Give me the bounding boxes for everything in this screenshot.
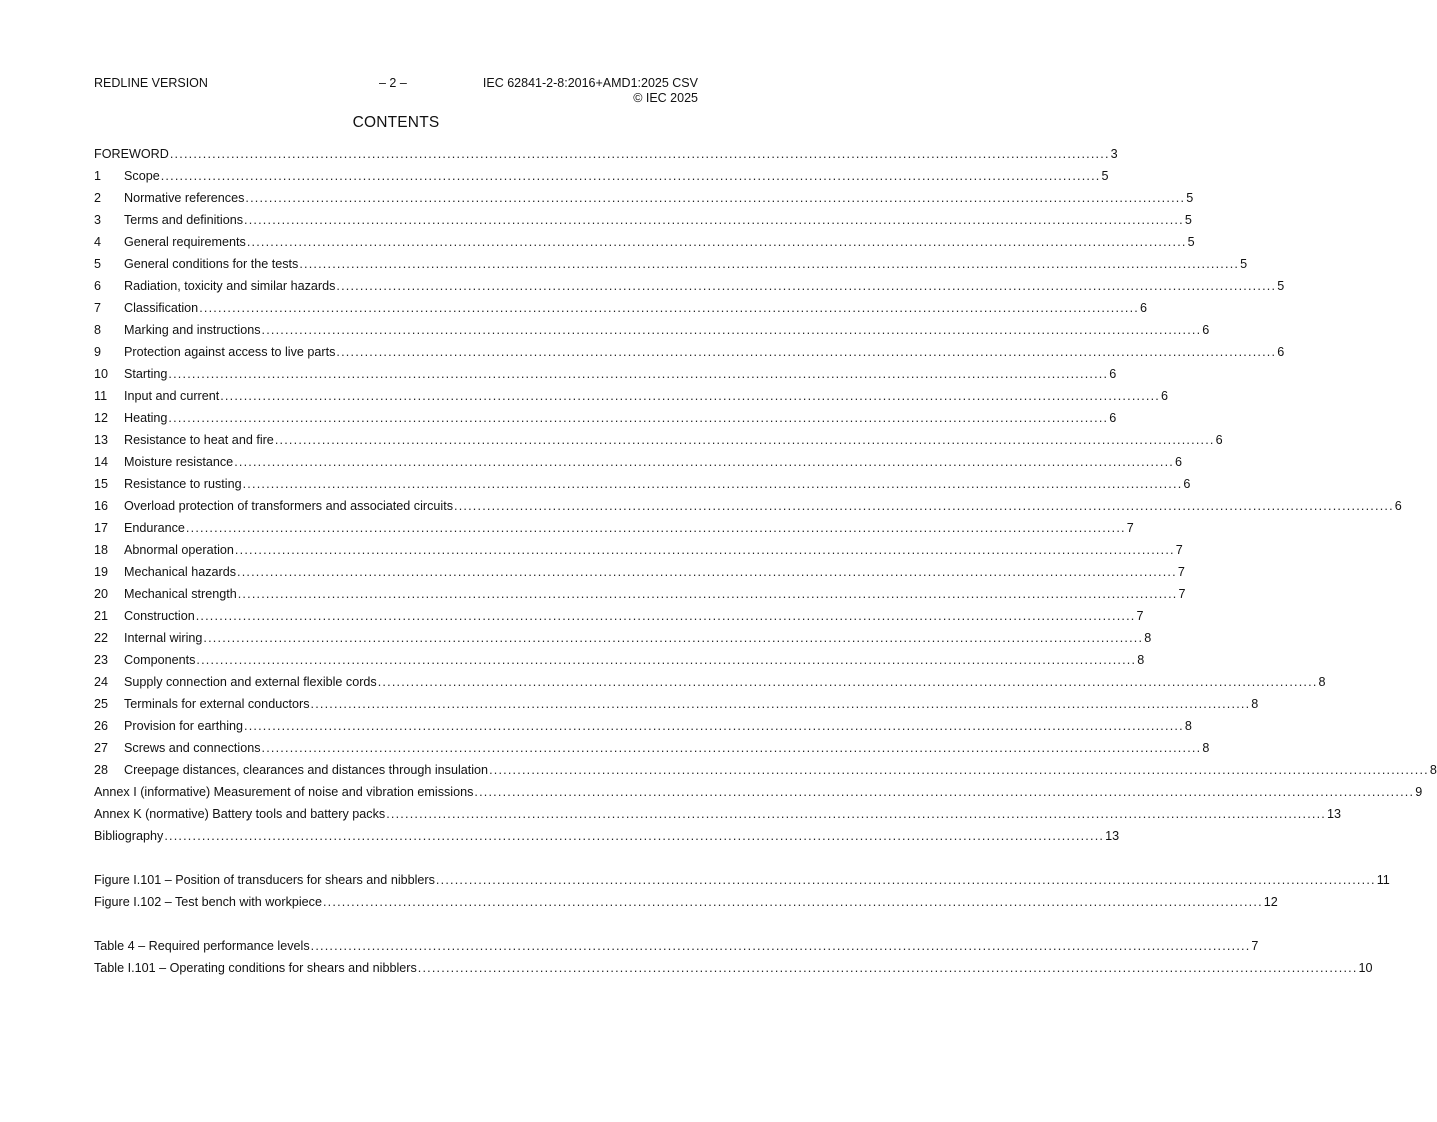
- toc-entry-number: 17: [94, 521, 109, 535]
- toc-entry-label: Classification: [124, 301, 199, 315]
- toc-entry-page: 6: [1161, 389, 1169, 403]
- toc-entry-figure[interactable]: [94, 893, 1278, 915]
- toc-entry-page: 5: [1240, 257, 1248, 271]
- toc-leader-dots: ........................................................................................................................................................................................................: [474, 785, 1415, 799]
- toc-entry-label: Moisture resistance: [124, 455, 234, 469]
- toc-entry-clause[interactable]: [94, 299, 1148, 321]
- toc-entry-page: 8: [1429, 763, 1437, 777]
- toc-entry-label: Marking and instructions: [124, 323, 261, 337]
- toc-entry-annex[interactable]: [94, 805, 1342, 827]
- toc-entry-page: 8: [1137, 653, 1145, 667]
- header-standard-number: IEC 62841-2-8:2016+AMD1:2025 CSV: [482, 76, 698, 90]
- toc-entry-page: 3: [1110, 147, 1118, 161]
- toc-clauses: [94, 167, 1437, 783]
- toc-entry-clause[interactable]: [94, 651, 1145, 673]
- toc-entry-number: 26: [94, 719, 109, 733]
- toc-entry-number: 21: [94, 609, 109, 623]
- toc-leader-dots: ........................................................................................................................................................................................................: [246, 235, 1187, 249]
- header-copyright: © IEC 2025: [633, 91, 698, 105]
- toc-entry-clause[interactable]: [94, 695, 1259, 717]
- toc-entry-number: 18: [94, 543, 109, 557]
- toc-leader-dots: ........................................................................................................................................................................................................: [242, 477, 1183, 491]
- toc-entry-page: 11: [1376, 873, 1390, 887]
- toc-leader-dots: ........................................................................................................................................................................................................: [185, 521, 1126, 535]
- header-page-number: – 2 –: [379, 76, 407, 90]
- toc-entry-clause[interactable]: [94, 497, 1402, 519]
- toc-leader-dots: ........................................................................................................................................................................................................: [386, 807, 1326, 821]
- toc-leader-dots: ........................................................................................................................................................................................................: [195, 609, 1136, 623]
- toc-leader-dots: ........................................................................................................................................................................................................: [169, 147, 1110, 161]
- toc-entry-label: Annex K (normative) Battery tools and battery packs: [94, 807, 386, 821]
- toc-entry-label: Components: [124, 653, 196, 667]
- toc-leader-dots: ........................................................................................................................................................................................................: [203, 631, 1144, 645]
- toc-entry-label: Mechanical hazards: [124, 565, 237, 579]
- toc-entry-page: 6: [1109, 367, 1117, 381]
- toc-entry-clause[interactable]: [94, 673, 1326, 695]
- toc-entry-label: Provision for earthing: [124, 719, 244, 733]
- toc-leader-dots: ........................................................................................................................................................................................................: [237, 587, 1178, 601]
- toc-entry-label: Figure I.102 – Test bench with workpiece: [94, 895, 322, 909]
- toc-entry-clause[interactable]: [94, 409, 1117, 431]
- toc-entry-label: Resistance to heat and fire: [124, 433, 274, 447]
- toc-entry-page: 9: [1415, 785, 1423, 799]
- toc-entry-clause[interactable]: [94, 387, 1169, 409]
- toc-leader-dots: ........................................................................................................................................................................................................: [435, 873, 1376, 887]
- toc-leader-dots: ........................................................................................................................................................................................................: [196, 653, 1137, 667]
- toc-entry-number: 3: [94, 213, 102, 227]
- toc-leader-dots: ........................................................................................................................................................................................................: [199, 301, 1139, 315]
- toc-entry-clause[interactable]: [94, 321, 1210, 343]
- toc-entry-number: 22: [94, 631, 109, 645]
- toc-entry-clause[interactable]: [94, 717, 1192, 739]
- toc-entry-label: Annex I (informative) Measurement of noise and vibration emissions: [94, 785, 474, 799]
- header-standard-id: [483, 76, 698, 106]
- toc-entry-label: Terms and definitions: [124, 213, 244, 227]
- toc-entry-page: 5: [1277, 279, 1285, 293]
- toc-entry-number: 11: [94, 389, 108, 403]
- toc-entry-page: 12: [1263, 895, 1278, 909]
- toc-entry-page: 8: [1144, 631, 1152, 645]
- toc-entry-number: 4: [94, 235, 102, 249]
- toc-entry-clause[interactable]: [94, 277, 1285, 299]
- toc-leader-dots: ........................................................................................................................................................................................................: [168, 367, 1109, 381]
- toc-leader-dots: ........................................................................................................................................................................................................: [261, 741, 1202, 755]
- toc-entry-page: 8: [1251, 697, 1259, 711]
- page-header: [94, 76, 698, 108]
- toc-entry-label: Endurance: [124, 521, 185, 535]
- toc-entry-figure[interactable]: [94, 871, 1390, 893]
- toc-annexes: [94, 783, 1423, 849]
- toc-entry-clause[interactable]: [94, 255, 1248, 277]
- toc-entry-page: 5: [1101, 169, 1109, 183]
- toc-entry-label: Supply connection and external flexible cords: [124, 675, 377, 689]
- toc-entry-clause[interactable]: [94, 607, 1144, 629]
- toc-entry-page: 6: [1174, 455, 1182, 469]
- toc-leader-dots: ........................................................................................................................................................................................................: [322, 895, 1263, 909]
- toc-entry-label: Input and current: [124, 389, 220, 403]
- toc-entry-page: 5: [1184, 213, 1192, 227]
- toc-entry-number: 5: [94, 257, 102, 271]
- toc-entry-clause[interactable]: [94, 541, 1183, 563]
- toc-entry-label: Construction: [124, 609, 195, 623]
- toc-leader-dots: ........................................................................................................................................................................................................: [377, 675, 1318, 689]
- toc-leader-dots: ........................................................................................................................................................................................................: [336, 279, 1277, 293]
- toc-entry-number: 24: [94, 675, 109, 689]
- toc-entry-label: Abnormal operation: [124, 543, 234, 557]
- toc-leader-dots: ........................................................................................................................................................................................................: [237, 565, 1177, 579]
- toc-entry-page: 10: [1358, 961, 1373, 975]
- toc-leader-dots: ........................................................................................................................................................................................................: [168, 411, 1109, 425]
- toc-entry-page: 8: [1184, 719, 1192, 733]
- toc-leader-dots: ........................................................................................................................................................................................................: [454, 499, 1394, 513]
- toc-entry-label: Table I.101 – Operating conditions for shears and nibblers: [94, 961, 417, 975]
- toc-entry-page: 13: [1327, 807, 1342, 821]
- toc-entry-label: Overload protection of transformers and associated circuits: [124, 499, 453, 513]
- toc-entry-number: 9: [94, 345, 102, 359]
- toc-entry-clause[interactable]: [94, 761, 1437, 783]
- toc-entry-page: 7: [1251, 939, 1259, 953]
- toc-entry-number: 14: [94, 455, 109, 469]
- toc-entry-table[interactable]: [94, 959, 1373, 981]
- toc-entry-page: 7: [1126, 521, 1134, 535]
- toc-entry-label: Starting: [124, 367, 168, 381]
- toc-leader-dots: ........................................................................................................................................................................................................: [244, 719, 1184, 733]
- toc-entry-label: Creepage distances, clearances and distances through insulation: [124, 763, 489, 777]
- header-version: REDLINE VERSION: [94, 76, 208, 90]
- toc-entry-number: 16: [94, 499, 109, 513]
- toc-entry-number: 12: [94, 411, 109, 425]
- toc-leader-dots: ........................................................................................................................................................................................................: [234, 455, 1174, 469]
- toc-entry-page: 8: [1318, 675, 1326, 689]
- toc-leader-dots: ........................................................................................................................................................................................................: [220, 389, 1161, 403]
- toc-entry-number: 13: [94, 433, 109, 447]
- toc-entry-page: 6: [1215, 433, 1223, 447]
- toc-entry-page: 5: [1186, 191, 1194, 205]
- toc-entry-clause[interactable]: [94, 233, 1195, 255]
- toc-entry-annex[interactable]: [94, 827, 1120, 849]
- toc-spacer: [94, 849, 698, 871]
- toc-entry-page: 13: [1105, 829, 1120, 843]
- toc-entry-page: 6: [1109, 411, 1117, 425]
- toc-entry-clause[interactable]: [94, 189, 1194, 211]
- toc-entry-clause[interactable]: [94, 365, 1117, 387]
- toc-leader-dots: ........................................................................................................................................................................................................: [245, 191, 1186, 205]
- toc-entry-page: 6: [1183, 477, 1191, 491]
- toc-entry-number: 23: [94, 653, 109, 667]
- toc-entry-clause[interactable]: [94, 453, 1182, 475]
- toc-entry-page: 7: [1136, 609, 1144, 623]
- toc-entry-label: FOREWORD: [94, 147, 169, 161]
- toc-entry-number: 2: [94, 191, 102, 205]
- toc-entry-clause[interactable]: [94, 519, 1134, 541]
- toc-entry-label: Bibliography: [94, 829, 164, 843]
- toc-entry-number: 10: [94, 367, 109, 381]
- page-title: CONTENTS: [352, 114, 440, 131]
- toc-leader-dots: ........................................................................................................................................................................................................: [274, 433, 1215, 447]
- toc-entry-label: Mechanical strength: [124, 587, 237, 601]
- toc-leader-dots: ........................................................................................................................................................................................................: [417, 961, 1358, 975]
- toc-entry-page: 7: [1177, 565, 1185, 579]
- toc-entry-foreword[interactable]: [94, 145, 1118, 167]
- toc-entry-label: Terminals for external conductors: [124, 697, 310, 711]
- toc-entry-page: 6: [1394, 499, 1402, 513]
- toc-entry-number: 27: [94, 741, 109, 755]
- toc-leader-dots: ........................................................................................................................................................................................................: [489, 763, 1429, 777]
- toc-entry-label: General conditions for the tests: [124, 257, 299, 271]
- toc-leader-dots: ........................................................................................................................................................................................................: [336, 345, 1277, 359]
- toc-entry-page: 5: [1187, 235, 1195, 249]
- toc-leader-dots: ........................................................................................................................................................................................................: [234, 543, 1175, 557]
- toc-entry-label: Internal wiring: [124, 631, 203, 645]
- toc-entry-page: 6: [1140, 301, 1148, 315]
- toc-figures: [94, 871, 1390, 915]
- toc-entry-annex[interactable]: [94, 783, 1423, 805]
- toc-entry-clause[interactable]: [94, 475, 1191, 497]
- toc-entry-clause[interactable]: [94, 585, 1186, 607]
- toc-leader-dots: ........................................................................................................................................................................................................: [299, 257, 1240, 271]
- toc-entry-number: 25: [94, 697, 109, 711]
- toc-entry-number: 8: [94, 323, 102, 337]
- toc-entry-page: 6: [1202, 323, 1210, 337]
- toc-entry-page: 8: [1202, 741, 1210, 755]
- toc-tables: [94, 937, 1373, 981]
- toc-entry-clause[interactable]: [94, 167, 1109, 189]
- toc-entry-clause[interactable]: [94, 211, 1192, 233]
- toc-entry-label: Normative references: [124, 191, 245, 205]
- toc-entry-label: Figure I.101 – Position of transducers for shears and nibblers: [94, 873, 435, 887]
- table-of-contents: [94, 145, 1437, 981]
- toc-entry-number: 6: [94, 279, 102, 293]
- toc-entry-label: Radiation, toxicity and similar hazards: [124, 279, 336, 293]
- toc-entry-table[interactable]: [94, 937, 1259, 959]
- toc-entry-number: 1: [94, 169, 102, 183]
- toc-entry-clause[interactable]: [94, 343, 1285, 365]
- toc-entry-page: 7: [1178, 587, 1186, 601]
- toc-entry-number: 7: [94, 301, 102, 315]
- toc-entry-label: Table 4 – Required performance levels: [94, 939, 310, 953]
- toc-entry-label: Scope: [124, 169, 160, 183]
- toc-leader-dots: ........................................................................................................................................................................................................: [310, 697, 1251, 711]
- toc-entry-clause[interactable]: [94, 563, 1185, 585]
- toc-leader-dots: ........................................................................................................................................................................................................: [261, 323, 1202, 337]
- toc-leader-dots: ........................................................................................................................................................................................................: [164, 829, 1105, 843]
- toc-entry-label: General requirements: [124, 235, 246, 249]
- toc-entry-label: Protection against access to live parts: [124, 345, 336, 359]
- toc-entry-label: Screws and connections: [124, 741, 261, 755]
- toc-entry-clause[interactable]: [94, 629, 1152, 651]
- toc-entry-number: 28: [94, 763, 109, 777]
- toc-entry-label: Resistance to rusting: [124, 477, 242, 491]
- toc-entry-number: 20: [94, 587, 109, 601]
- toc-leader-dots: ........................................................................................................................................................................................................: [310, 939, 1251, 953]
- toc-entry-label: Heating: [124, 411, 168, 425]
- toc-entry-clause[interactable]: [94, 431, 1223, 453]
- toc-entry-number: 19: [94, 565, 109, 579]
- toc-leader-dots: ........................................................................................................................................................................................................: [244, 213, 1184, 227]
- toc-entry-clause[interactable]: [94, 739, 1210, 761]
- toc-entry-number: 15: [94, 477, 109, 491]
- toc-entry-page: 6: [1277, 345, 1285, 359]
- toc-leader-dots: ........................................................................................................................................................................................................: [160, 169, 1101, 183]
- toc-entry-page: 7: [1175, 543, 1183, 557]
- toc-spacer: [94, 915, 698, 937]
- document-page: [94, 0, 1437, 1122]
